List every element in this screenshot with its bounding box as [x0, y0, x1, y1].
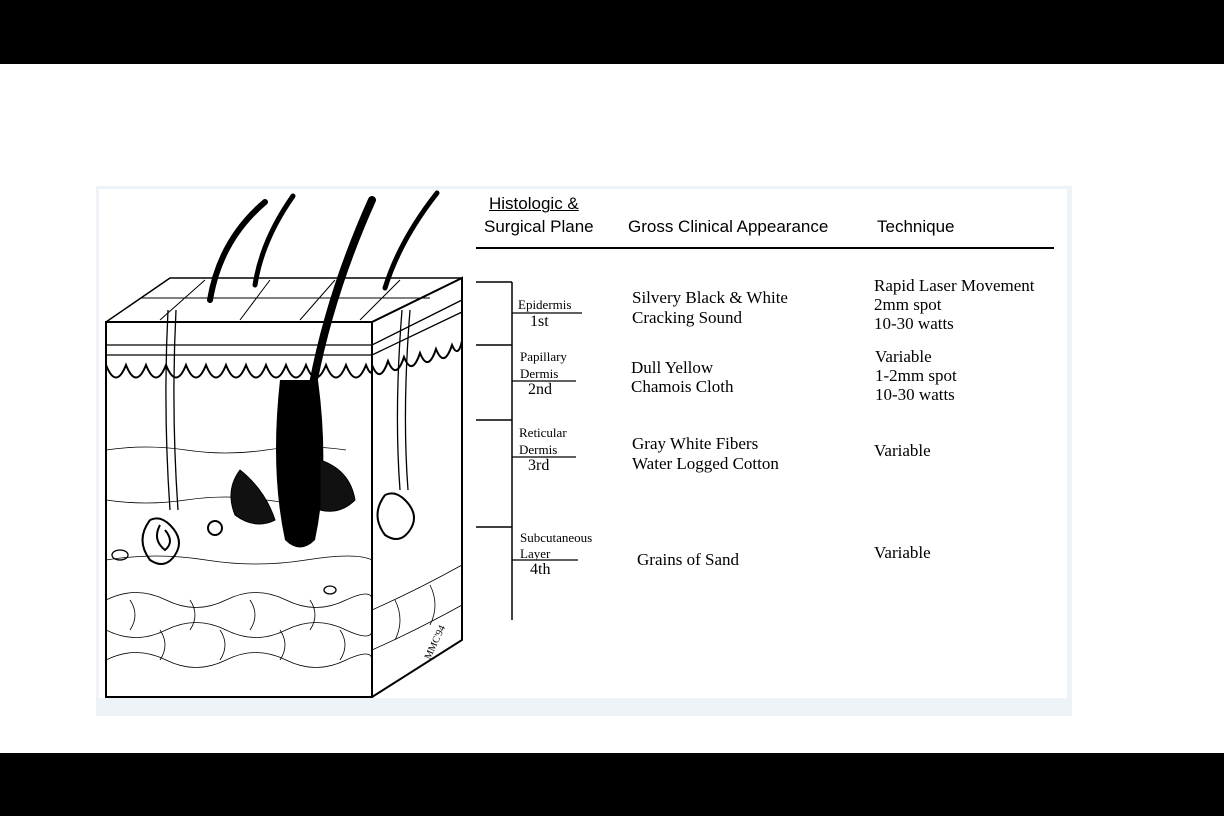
layer-name-papillary: Papillary [520, 349, 567, 364]
header-plane-line2: Surgical Plane [484, 217, 594, 236]
appearance-1-line1: Silvery Black & White [632, 288, 788, 307]
layer-name-subcutaneous: Subcutaneous [520, 530, 593, 545]
layer-name-subcutaneous-layer: Layer [520, 546, 551, 561]
layer-name-papillary-dermis: Dermis [520, 366, 559, 381]
sweat-gland-right [378, 493, 415, 539]
papillary-ridges [106, 365, 372, 378]
technique-1-line2: 2mm spot [874, 295, 942, 314]
appearance-1-line2: Cracking Sound [632, 308, 743, 327]
header-technique: Technique [877, 217, 955, 236]
layer-name-epidermis: Epidermis [518, 297, 572, 312]
layer-name-reticular: Reticular [519, 425, 567, 440]
fat-lobules [106, 593, 372, 668]
degree-1st: 1st [530, 313, 549, 330]
header-plane-line1: Histologic & [489, 194, 579, 213]
appearance-4-line1: Grains of Sand [637, 550, 739, 569]
degree-4th: 4th [530, 561, 551, 578]
technique-1-line1: Rapid Laser Movement [874, 276, 1035, 295]
appearance-2-line2: Chamois Cloth [631, 377, 734, 396]
layer-name-reticular-dermis: Dermis [519, 442, 558, 457]
sweat-duct-left [166, 310, 178, 510]
artist-signature: MMC'94 [422, 623, 449, 662]
technique-1-line3: 10-30 watts [874, 314, 954, 333]
hair-shaft-3 [385, 193, 437, 288]
technique-3-line1: Variable [874, 441, 931, 460]
appearance-3-line2: Water Logged Cotton [632, 454, 779, 473]
degree-3rd: 3rd [528, 457, 550, 474]
sweat-gland-left [143, 518, 180, 564]
appearance-3-line1: Gray White Fibers [632, 434, 759, 453]
block-top-face [106, 278, 462, 322]
technique-2-line1: Variable [875, 347, 932, 366]
block-side-face [372, 278, 462, 697]
technique-4-line1: Variable [874, 543, 931, 562]
appearance-2-line1: Dull Yellow [631, 358, 714, 377]
header-appearance: Gross Clinical Appearance [628, 217, 829, 236]
technique-2-line3: 10-30 watts [875, 385, 955, 404]
technique-2-line2: 1-2mm spot [875, 366, 957, 385]
sweat-duct-right [397, 310, 410, 490]
hair-follicle [276, 380, 323, 548]
degree-2nd: 2nd [528, 381, 552, 398]
